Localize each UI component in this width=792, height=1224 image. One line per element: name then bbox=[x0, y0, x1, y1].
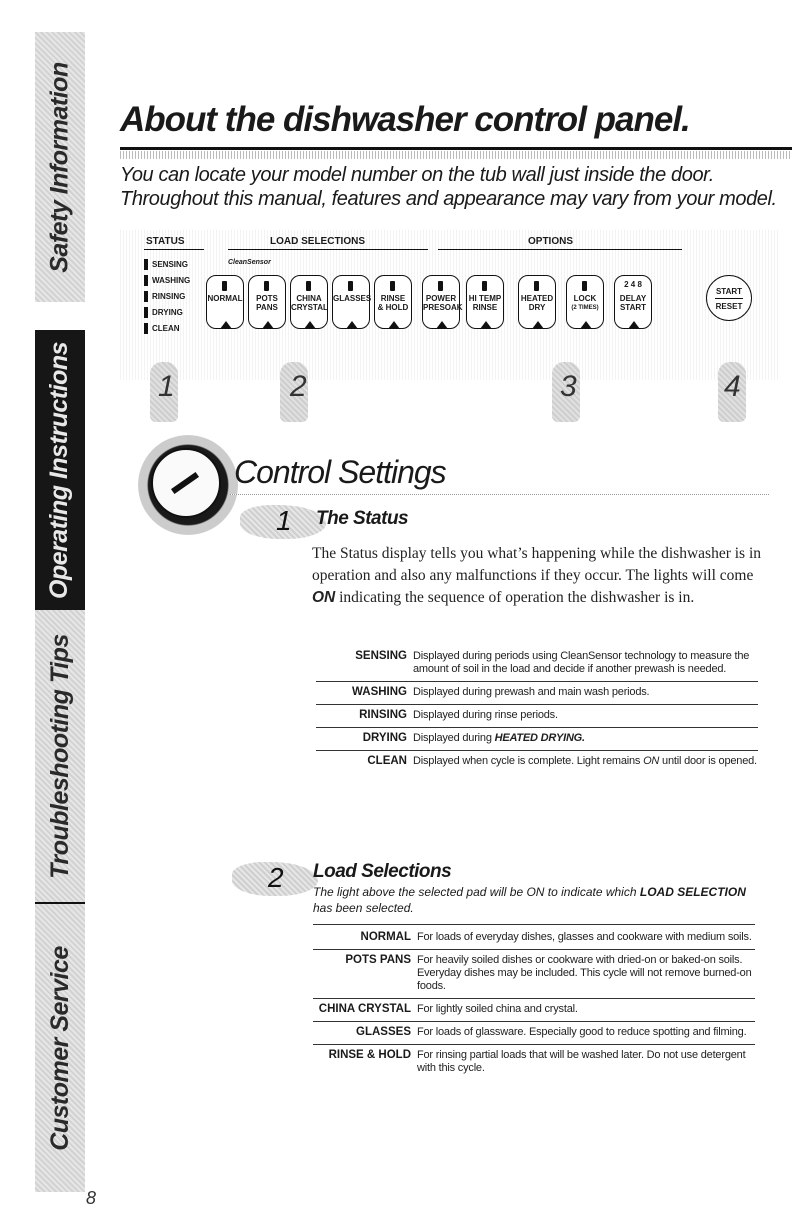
badge-number: 1 bbox=[276, 505, 292, 536]
status-row-rinsing bbox=[316, 704, 758, 727]
pad-led-icon bbox=[390, 281, 395, 291]
pad-lock[interactable] bbox=[566, 275, 604, 329]
cleansensor-label: CleanSensor bbox=[228, 259, 271, 266]
status-heading: STATUS bbox=[146, 236, 185, 247]
control-settings-title: Control Settings bbox=[234, 454, 446, 490]
status-desc-text: indicating the sequence of operation the dishwasher is in. bbox=[335, 589, 695, 606]
definition-term: CHINA CRYSTAL bbox=[318, 1003, 411, 1015]
pad-rinse-hold[interactable] bbox=[374, 275, 412, 329]
status-heading-rule bbox=[144, 249, 204, 250]
pad-led-icon bbox=[348, 281, 353, 291]
load-heading-rule bbox=[228, 249, 428, 250]
section-badge-2 bbox=[232, 862, 318, 896]
status-desc-text: The Status display tells you what’s happening while the dishwasher is in operation and also any malfunctions if they occur. The lights will come bbox=[312, 545, 762, 584]
definition-text: For loads of everyday dishes, glasses and cookware with medium soils. bbox=[417, 931, 752, 943]
definition-term: POTS PANS bbox=[345, 954, 411, 966]
definition-text-bold: HEATED DRYING. bbox=[494, 732, 585, 744]
pad-pointer-icon bbox=[346, 321, 358, 329]
pad-led-icon bbox=[438, 281, 443, 291]
intro-line-2: Throughout this manual, features and appearance may vary from your model. bbox=[120, 188, 777, 210]
pad-label: CHINA CRYSTAL bbox=[291, 294, 328, 312]
pad-power-presoak[interactable] bbox=[422, 275, 463, 329]
definition-term: WASHING bbox=[352, 686, 407, 698]
pad-led-icon bbox=[306, 281, 311, 291]
load-selections-title: Load Selections bbox=[313, 861, 452, 882]
status-light-rinsing bbox=[144, 288, 190, 304]
side-tab-label: Operating Instructions bbox=[45, 341, 74, 599]
definition-term: DRYING bbox=[362, 732, 407, 744]
pad-pointer-icon bbox=[220, 321, 232, 329]
definition-term: SENSING bbox=[355, 650, 407, 662]
definition-term: CLEAN bbox=[367, 755, 407, 767]
definition-text: Displayed during periods using CleanSensor technology to measure the amount of soil in the load and decide if another prewash is needed. bbox=[413, 650, 750, 675]
pad-hi-temp-rinse[interactable] bbox=[466, 275, 504, 329]
definition-text-part: Displayed during bbox=[413, 732, 495, 744]
section-rule bbox=[230, 494, 770, 495]
indicator-light-icon bbox=[144, 307, 148, 318]
pad-glasses[interactable] bbox=[332, 275, 370, 329]
title-rule-shade bbox=[120, 151, 792, 159]
table-rule bbox=[313, 924, 755, 925]
control-panel-illustration bbox=[120, 230, 780, 380]
definition-term: RINSING bbox=[359, 709, 407, 721]
status-row-clean bbox=[316, 750, 758, 773]
load-desc-bold: LOAD SELECTION bbox=[639, 885, 746, 899]
load-selections-description bbox=[313, 884, 753, 916]
reset-label: RESET bbox=[715, 302, 743, 311]
load-row-china-crystal bbox=[313, 998, 755, 1021]
definition-term: NORMAL bbox=[360, 931, 411, 943]
status-section-title: The Status bbox=[316, 508, 409, 529]
pad-normal[interactable] bbox=[206, 275, 244, 329]
load-row-glasses bbox=[313, 1021, 755, 1044]
callout-2: 2 bbox=[290, 370, 307, 403]
definition-text: For heavily soiled dishes or cookware with dried-on or baked-on soils. Everyday dishes may be included. This cycle will not remove burned-on foods. bbox=[417, 954, 752, 992]
definition-term: GLASSES bbox=[356, 1026, 411, 1038]
status-row-drying bbox=[316, 727, 758, 750]
status-row-sensing bbox=[316, 646, 758, 681]
side-tab-label: Safety Information bbox=[45, 61, 74, 273]
pad-label: HEATED DRY bbox=[520, 294, 554, 312]
status-desc-on: ON bbox=[312, 589, 336, 606]
pad-led-icon bbox=[222, 281, 227, 291]
indicator-light-icon bbox=[144, 323, 148, 334]
status-light-label: DRYING bbox=[152, 307, 183, 317]
status-light-washing bbox=[144, 272, 190, 288]
pad-pointer-icon bbox=[580, 321, 592, 329]
status-light-label: SENSING bbox=[152, 259, 189, 269]
load-selections-heading: LOAD SELECTIONS bbox=[270, 236, 366, 247]
pad-led-icon bbox=[482, 281, 487, 291]
pad-label: POTS PANS bbox=[256, 294, 278, 312]
definition-term: RINSE & HOLD bbox=[328, 1049, 411, 1061]
pad-sub-label: (2 TIMES) bbox=[571, 305, 599, 311]
options-heading: OPTIONS bbox=[528, 236, 574, 247]
pad-label: LOCK bbox=[573, 294, 597, 303]
pad-label: DELAY START bbox=[619, 294, 647, 312]
badge-number: 2 bbox=[268, 862, 284, 893]
start-reset-button[interactable] bbox=[706, 275, 752, 321]
definition-text bbox=[413, 755, 758, 768]
pad-led-icon bbox=[264, 281, 269, 291]
side-tab-customer-service[interactable] bbox=[35, 904, 85, 1192]
side-tab-label: Customer Service bbox=[45, 945, 74, 1151]
status-description bbox=[312, 543, 772, 609]
side-tab-strip bbox=[35, 32, 85, 1192]
pad-label: NORMAL bbox=[207, 294, 243, 303]
side-tab-safety-information[interactable] bbox=[35, 32, 85, 302]
pad-label: GLASSES bbox=[333, 294, 372, 303]
definition-text-italic: ON bbox=[643, 755, 660, 767]
status-light-label: RINSING bbox=[152, 291, 186, 301]
definition-text: Displayed during prewash and main wash periods. bbox=[413, 686, 650, 698]
pad-china-crystal[interactable] bbox=[290, 275, 328, 329]
definition-text: For lightly soiled china and crystal. bbox=[417, 1003, 578, 1015]
pad-pointer-icon bbox=[436, 321, 448, 329]
pad-pointer-icon bbox=[262, 321, 274, 329]
start-label: START bbox=[715, 287, 743, 296]
definition-text-part: Displayed when cycle is complete. Light remains bbox=[413, 755, 644, 767]
callout-4: 4 bbox=[724, 370, 741, 403]
pad-label: POWER PRESOAK bbox=[423, 294, 463, 312]
pad-pointer-icon bbox=[480, 321, 492, 329]
indicator-light-icon bbox=[144, 291, 148, 302]
definition-text: For rinsing partial loads that will be washed later. Do not use detergent with this cycle. bbox=[417, 1049, 746, 1074]
pad-heated-dry[interactable] bbox=[518, 275, 556, 329]
status-row-washing bbox=[316, 681, 758, 704]
side-tab-operating-instructions[interactable] bbox=[35, 330, 85, 610]
status-light-drying bbox=[144, 304, 190, 320]
status-light-clean bbox=[144, 320, 190, 336]
delay-hours-digits: 2 4 8 bbox=[624, 280, 642, 289]
callout-1: 1 bbox=[158, 370, 175, 403]
pad-delay-start[interactable] bbox=[614, 275, 652, 329]
pad-pointer-icon bbox=[532, 321, 544, 329]
side-tab-troubleshooting-tips[interactable] bbox=[35, 610, 85, 902]
page-title: About the dishwasher control panel. bbox=[120, 100, 690, 139]
indicator-light-icon bbox=[144, 259, 148, 270]
section-badge-1 bbox=[240, 505, 326, 539]
page-number: 8 bbox=[86, 1188, 97, 1208]
pad-pointer-icon bbox=[388, 321, 400, 329]
pad-label: HI TEMP RINSE bbox=[468, 294, 502, 312]
side-tab-label: Troubleshooting Tips bbox=[45, 633, 74, 879]
status-light-label: CLEAN bbox=[152, 323, 180, 333]
pad-led-icon bbox=[582, 281, 587, 291]
load-desc-text: has been selected. bbox=[313, 901, 414, 915]
load-row-pots-pans bbox=[313, 949, 755, 998]
load-desc-text: The light above the selected pad will be ON to indicate which bbox=[313, 885, 640, 899]
title-rule bbox=[120, 147, 792, 150]
status-light-label: WASHING bbox=[152, 275, 191, 285]
pad-pointer-icon bbox=[304, 321, 316, 329]
pad-label: RINSE & HOLD bbox=[377, 294, 409, 312]
definition-text: Displayed during rinse periods. bbox=[413, 709, 558, 721]
load-row-rinse-hold bbox=[313, 1044, 755, 1080]
options-heading-rule bbox=[438, 249, 682, 250]
callout-3: 3 bbox=[560, 370, 577, 403]
definition-text bbox=[413, 732, 758, 745]
status-definition-table bbox=[316, 646, 758, 773]
intro-line-1: You can locate your model number on the tub wall just inside the door. bbox=[120, 164, 714, 186]
pad-pointer-icon bbox=[628, 321, 640, 329]
start-reset-divider bbox=[715, 298, 743, 299]
definition-text: For loads of glassware. Especially good to reduce spotting and filming. bbox=[417, 1026, 747, 1038]
indicator-light-icon bbox=[144, 275, 148, 286]
pad-pots-pans[interactable] bbox=[248, 275, 286, 329]
definition-text-part: until door is opened. bbox=[659, 755, 757, 767]
load-definition-table bbox=[313, 927, 755, 1080]
intro-text bbox=[120, 163, 780, 211]
status-light-sensing bbox=[144, 256, 190, 272]
load-row-normal bbox=[313, 927, 755, 949]
status-lights bbox=[144, 256, 190, 336]
pad-led-icon bbox=[534, 281, 539, 291]
